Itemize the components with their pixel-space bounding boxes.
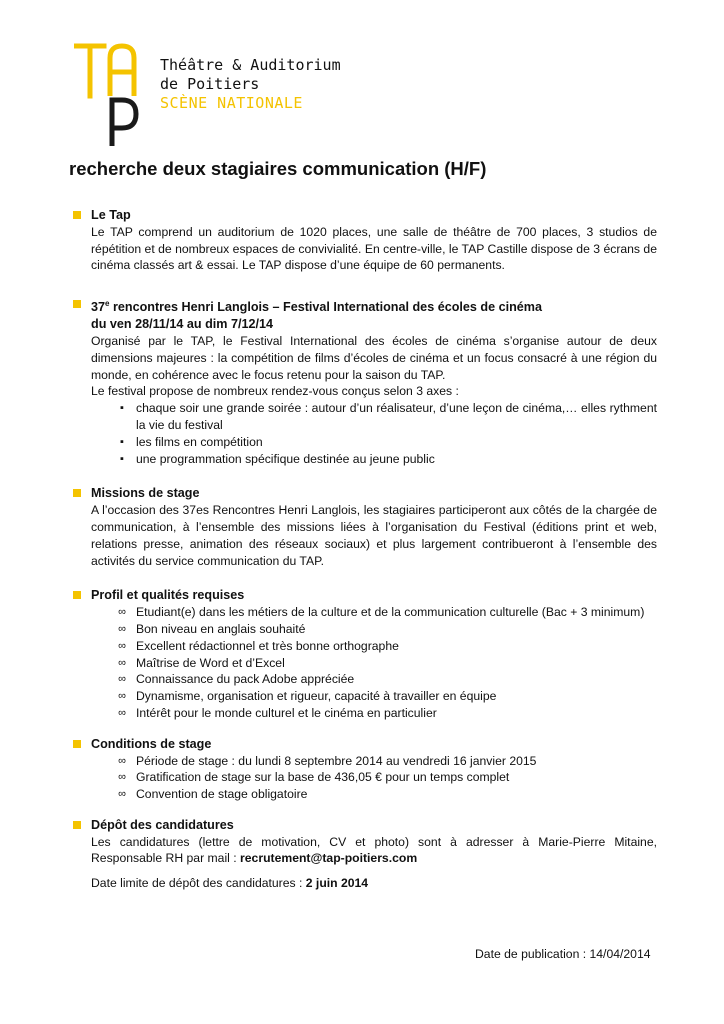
section-body: [91, 502, 657, 569]
section-heading: Le Tap: [91, 208, 131, 222]
infinity-bullet-icon: ∞: [118, 706, 126, 719]
list-item: ▪ les films en compétition: [91, 434, 657, 451]
logo-line-2: de Poitiers: [160, 75, 260, 93]
section-paragraph: Le festival propose de nombreux rendez-vous conçus selon 3 axes :: [91, 384, 459, 399]
section-missions: [73, 485, 657, 569]
section-bullet-icon: [73, 591, 81, 599]
list-item: ∞ Excellent rédactionnel et très bonne orthographe: [91, 638, 657, 655]
list-item: ∞ Période de stage : du lundi 8 septembre 2014 au vendredi 16 janvier 2015: [91, 753, 657, 770]
section-body: [91, 753, 657, 803]
section-festival: [73, 296, 657, 467]
list-item: ∞ Maîtrise de Word et d’Excel: [91, 655, 657, 672]
square-bullet-icon: ▪: [120, 402, 124, 415]
email-address: recrutement@tap-poitiers.com: [240, 851, 418, 866]
section-heading: [91, 296, 657, 316]
section-depot: [73, 817, 657, 892]
square-bullet-icon: ▪: [120, 435, 124, 448]
infinity-bullet-icon: ∞: [118, 639, 126, 652]
page-title: recherche deux stagiaires communication (H/F): [69, 158, 487, 179]
list-item: ▪ une programmation spécifique destinée au jeune public: [91, 451, 657, 468]
section-heading-dates: du ven 28/11/14 au dim 7/12/14: [91, 317, 274, 332]
festival-axes-list: [91, 400, 657, 467]
section-bullet-icon: [73, 489, 81, 497]
list-item: ∞ Bon niveau en anglais souhaité: [91, 621, 657, 638]
section-bullet-icon: [73, 300, 81, 308]
deadline-paragraph: Date limite de dépôt des candidatures : 2 juin 2014: [91, 876, 369, 891]
section-paragraph: A l’occasion des 37es Rencontres Henri Langlois, les stagiaires participeront aux côtés de la chargée de communication, à l’ensemble des missions liées à l’organisation du Festival (éditions print et web, relations presse, animation des réseaux sociaux) et plus largement contribueront à l’ensemble des activités du service communication du TAP.: [91, 503, 657, 568]
list-item: ∞ Connaissance du pack Adobe appréciée: [91, 671, 657, 688]
section-heading: Missions de stage: [91, 486, 200, 501]
tap-logo-text: [160, 56, 341, 113]
list-item: ▪ chaque soir une grande soirée : autour d’un réalisateur, d’une leçon de cinéma,… elles rythment la vie du festival: [91, 400, 657, 434]
section-heading: Conditions de stage: [91, 736, 212, 751]
section-conditions: [73, 736, 657, 803]
infinity-bullet-icon: ∞: [118, 771, 126, 784]
tap-logo-mark: [74, 42, 154, 152]
section-heading: Profil et qualités requises: [91, 588, 245, 603]
infinity-bullet-icon: ∞: [118, 673, 126, 686]
infinity-bullet-icon: ∞: [118, 656, 126, 669]
infinity-bullet-icon: ∞: [118, 690, 126, 703]
section-le-tap: [73, 207, 657, 274]
infinity-bullet-icon: ∞: [118, 606, 126, 619]
section-bullet-icon: [73, 740, 81, 748]
sections: [73, 207, 657, 906]
section-paragraph: Le TAP comprend un auditorium de 1020 places, une salle de théâtre de 700 places, 3 studios de répétition et de nombreux espaces de convivialité. En centre-ville, le TAP Castille dispose de 3 écrans de cinéma classés art & essai. Le TAP dispose d’une équipe de 60 permanents.: [91, 224, 657, 273]
publication-date: Date de publication : 14/04/2014: [475, 947, 651, 961]
deadline-date: 2 juin 2014: [305, 876, 369, 891]
section-bullet-icon: [73, 211, 81, 219]
heading-superscript: e: [105, 299, 110, 309]
list-item: ∞ Convention de stage obligatoire: [91, 786, 657, 803]
heading-number: 37: [91, 300, 106, 315]
section-body: [91, 333, 657, 467]
section-paragraph: Organisé par le TAP, le Festival International des écoles de cinéma s’organise autour de deux dimensions majeures : la compétition de films d’écoles de cinéma et un focus consacré à une région du monde, en cohérence avec le focus retenu pour la saison du TAP.: [91, 333, 657, 382]
section-body: [91, 604, 657, 722]
list-item: ∞ Dynamisme, organisation et rigueur, capacité à travailler en équipe: [91, 688, 657, 705]
list-item: ∞ Etudiant(e) dans les métiers de la culture et de la communication culturelle (Bac + 3 minimum): [91, 604, 657, 621]
profil-list: [91, 604, 657, 722]
infinity-bullet-icon: ∞: [118, 788, 126, 801]
logo-line-3: SCÈNE NATIONALE: [160, 94, 303, 112]
list-item: ∞ Intérêt pour le monde culturel et le cinéma en particulier: [91, 705, 657, 722]
section-heading: Dépôt des candidatures: [91, 817, 234, 832]
tap-logo: [74, 42, 374, 152]
square-bullet-icon: ▪: [120, 452, 124, 465]
conditions-list: [91, 753, 657, 803]
section-paragraph: Les candidatures (lettre de motivation, CV et photo) sont à adresser à Marie-Pierre Mitaine, Responsable RH par mail : recrutement@tap-poitiers.com: [91, 834, 657, 866]
heading-text: rencontres Henri Langlois – Festival International des écoles de cinéma: [109, 300, 542, 315]
infinity-bullet-icon: ∞: [118, 622, 126, 635]
section-bullet-icon: [73, 821, 81, 829]
infinity-bullet-icon: ∞: [118, 754, 126, 767]
logo-line-1: Théâtre & Auditorium: [160, 56, 341, 74]
section-profil: [73, 587, 657, 721]
section-body: [91, 224, 657, 274]
section-body: [91, 834, 657, 892]
list-item: ∞ Gratification de stage sur la base de 436,05 € pour un temps complet: [91, 769, 657, 786]
